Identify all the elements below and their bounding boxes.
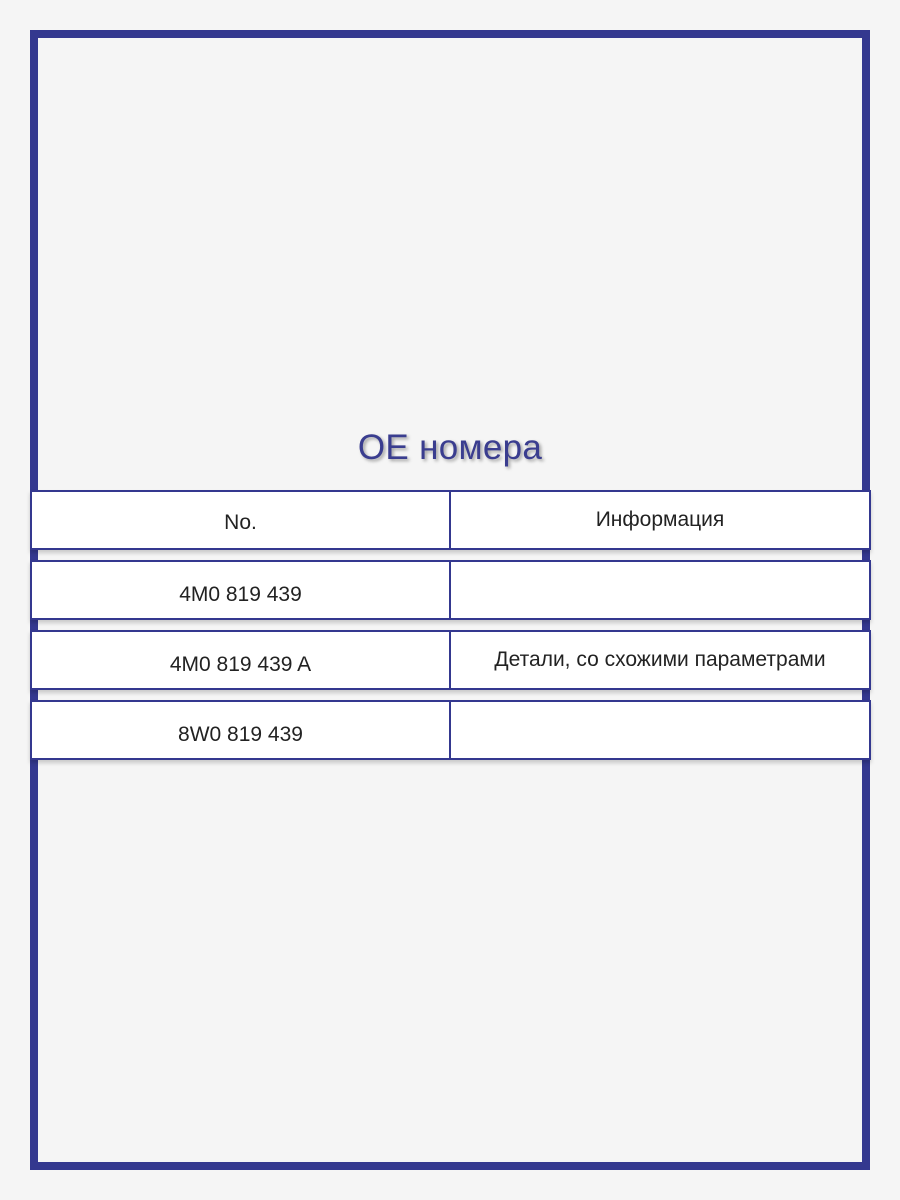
- page-title: OE номера: [357, 428, 543, 467]
- header-no: No.: [32, 492, 451, 548]
- table-row: [30, 560, 871, 620]
- cell-oe-number: 8W0 819 439: [32, 702, 451, 758]
- cell-info: [451, 562, 869, 618]
- cell-info: [451, 702, 869, 758]
- table-row: [30, 700, 871, 760]
- cell-oe-number: 4M0 819 439: [32, 562, 451, 618]
- table-header-row: [30, 490, 871, 550]
- header-info: Информация: [595, 508, 725, 531]
- oe-numbers-table: [30, 490, 871, 770]
- cell-oe-number: 4M0 819 439 A: [32, 632, 451, 688]
- table-row: [30, 630, 871, 690]
- cell-info: Детали, со схожими параметрами: [494, 648, 826, 671]
